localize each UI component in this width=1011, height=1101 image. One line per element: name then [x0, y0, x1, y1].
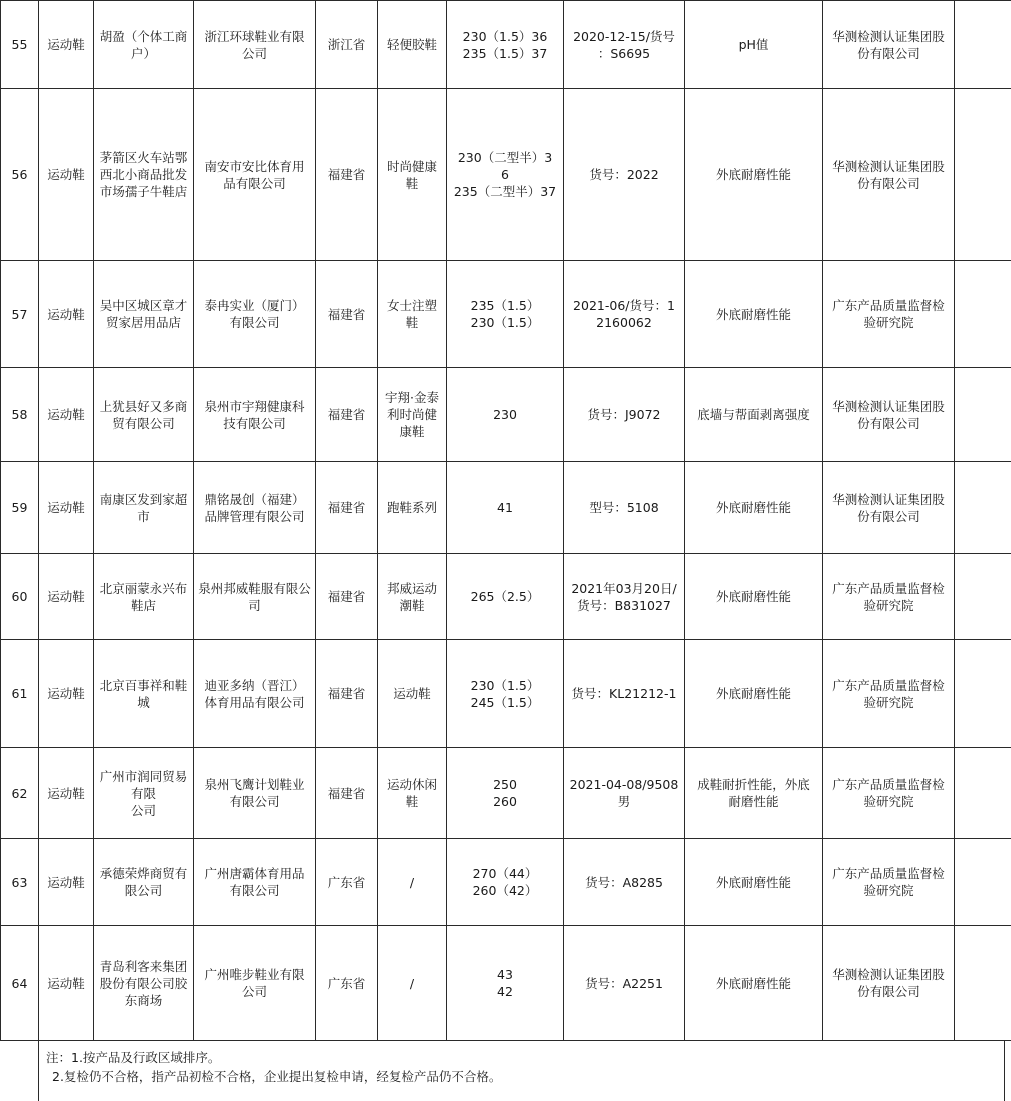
cell-item: 底墙与帮面剥离强度: [685, 368, 823, 462]
cell-maker: 泉州飞鹰计划鞋业 有限公司: [194, 748, 316, 839]
cell-spec: 230（1.5） 245（1.5）: [447, 640, 564, 748]
note-left-cell: [0, 1041, 39, 1101]
cell-category: 运动鞋: [39, 926, 94, 1041]
cell-product: /: [378, 839, 447, 926]
table-row: [1, 748, 1011, 839]
cell-item: 外底耐磨性能: [685, 554, 823, 640]
cell-product: 运动休闲 鞋: [378, 748, 447, 839]
cell-spec: 270（44） 260（42）: [447, 839, 564, 926]
cell-remark: [955, 1, 1011, 89]
cell-maker: 南安市安比体育用 品有限公司: [194, 89, 316, 261]
cell-item: 外底耐磨性能: [685, 89, 823, 261]
table-row: [1, 89, 1011, 261]
cell-seller: 北京百事祥和鞋 城: [94, 640, 194, 748]
cell-product: 时尚健康 鞋: [378, 89, 447, 261]
cell-category: 运动鞋: [39, 640, 94, 748]
cell-maker: 泉州邦威鞋服有限公司: [194, 554, 316, 640]
cell-remark: [955, 89, 1011, 261]
cell-batch: 2021-04-08/9508 男: [564, 748, 685, 839]
note-line-2: 2.复检仍不合格，指产品初检不合格，企业提出复检申请，经复检产品仍不合格。: [52, 1069, 502, 1084]
table-row: [1, 640, 1011, 748]
cell-maker: 迪亚多纳（晋江） 体育用品有限公司: [194, 640, 316, 748]
cell-batch: 型号：5108: [564, 462, 685, 554]
cell-remark: [955, 748, 1011, 839]
cell-remark: [955, 368, 1011, 462]
cell-province: 福建省: [316, 748, 378, 839]
cell-remark: [955, 554, 1011, 640]
cell-no: 62: [1, 748, 39, 839]
cell-agency: 广东产品质量监督检 验研究院: [823, 554, 955, 640]
cell-agency: 华测检测认证集团股 份有限公司: [823, 926, 955, 1041]
cell-seller: 承德荣烨商贸有 限公司: [94, 839, 194, 926]
cell-batch: 货号：J9072: [564, 368, 685, 462]
cell-agency: 华测检测认证集团股 份有限公司: [823, 462, 955, 554]
cell-seller: 青岛利客来集团 股份有限公司胶 东商场: [94, 926, 194, 1041]
cell-product: /: [378, 926, 447, 1041]
cell-product: 运动鞋: [378, 640, 447, 748]
cell-product: 轻便胶鞋: [378, 1, 447, 89]
table-row: [1, 554, 1011, 640]
cell-maker: 泰冉实业（厦门） 有限公司: [194, 261, 316, 368]
cell-item: 外底耐磨性能: [685, 926, 823, 1041]
cell-no: 58: [1, 368, 39, 462]
cell-province: 浙江省: [316, 1, 378, 89]
cell-spec: 230: [447, 368, 564, 462]
cell-province: 福建省: [316, 462, 378, 554]
cell-agency: 华测检测认证集团股 份有限公司: [823, 368, 955, 462]
cell-spec: 250 260: [447, 748, 564, 839]
cell-spec: 41: [447, 462, 564, 554]
cell-spec: 265（2.5）: [447, 554, 564, 640]
cell-batch: 2020-12-15/货号 ：S6695: [564, 1, 685, 89]
cell-province: 福建省: [316, 554, 378, 640]
cell-no: 55: [1, 1, 39, 89]
cell-spec: 43 42: [447, 926, 564, 1041]
table-row: [1, 261, 1011, 368]
cell-item: 外底耐磨性能: [685, 640, 823, 748]
cell-province: 广东省: [316, 926, 378, 1041]
cell-item: 外底耐磨性能: [685, 839, 823, 926]
cell-seller: 胡盈（个体工商 户）: [94, 1, 194, 89]
cell-maker: 广州唯步鞋业有限 公司: [194, 926, 316, 1041]
cell-no: 61: [1, 640, 39, 748]
cell-no: 63: [1, 839, 39, 926]
table-row: [1, 462, 1011, 554]
cell-remark: [955, 261, 1011, 368]
cell-seller: 广州市润同贸易 有限 公司: [94, 748, 194, 839]
table-row: [1, 839, 1011, 926]
cell-no: 57: [1, 261, 39, 368]
cell-maker: 广州唐霸体育用品 有限公司: [194, 839, 316, 926]
cell-batch: 2021-06/货号：1 2160062: [564, 261, 685, 368]
cell-maker: 泉州市宇翔健康科 技有限公司: [194, 368, 316, 462]
cell-spec: 230（二型半）3 6 235（二型半）37: [447, 89, 564, 261]
cell-product: 跑鞋系列: [378, 462, 447, 554]
table-row: [1, 926, 1011, 1041]
cell-category: 运动鞋: [39, 368, 94, 462]
cell-province: 福建省: [316, 261, 378, 368]
cell-province: 福建省: [316, 640, 378, 748]
cell-category: 运动鞋: [39, 261, 94, 368]
cell-batch: 货号：A2251: [564, 926, 685, 1041]
cell-batch: 2021年03月20日/ 货号：B831027: [564, 554, 685, 640]
cell-category: 运动鞋: [39, 1, 94, 89]
cell-remark: [955, 462, 1011, 554]
cell-item: 外底耐磨性能: [685, 261, 823, 368]
cell-remark: [955, 839, 1011, 926]
cell-agency: 广东产品质量监督检 验研究院: [823, 640, 955, 748]
cell-no: 60: [1, 554, 39, 640]
cell-seller: 上犹县好又多商 贸有限公司: [94, 368, 194, 462]
cell-batch: 货号：KL21212-1: [564, 640, 685, 748]
table-row: [1, 1, 1011, 89]
cell-seller: 南康区发到家超 市: [94, 462, 194, 554]
cell-product: 女士注塑 鞋: [378, 261, 447, 368]
cell-product: 邦威运动 潮鞋: [378, 554, 447, 640]
cell-agency: 广东产品质量监督检 验研究院: [823, 748, 955, 839]
cell-seller: 吴中区城区章才 贸家居用品店: [94, 261, 194, 368]
cell-category: 运动鞋: [39, 554, 94, 640]
cell-batch: 货号：A8285: [564, 839, 685, 926]
cell-province: 福建省: [316, 89, 378, 261]
cell-category: 运动鞋: [39, 839, 94, 926]
cell-category: 运动鞋: [39, 89, 94, 261]
cell-remark: [955, 926, 1011, 1041]
cell-remark: [955, 640, 1011, 748]
cell-province: 广东省: [316, 839, 378, 926]
cell-category: 运动鞋: [39, 748, 94, 839]
cell-no: 64: [1, 926, 39, 1041]
cell-category: 运动鞋: [39, 462, 94, 554]
table-row: [1, 368, 1011, 462]
cell-agency: 广东产品质量监督检 验研究院: [823, 839, 955, 926]
cell-province: 福建省: [316, 368, 378, 462]
cell-batch: 货号：2022: [564, 89, 685, 261]
note-line-1: 注：1.按产品及行政区域排序。: [46, 1050, 221, 1065]
cell-seller: 茅箭区火车站鄂 西北小商品批发 市场孺子牛鞋店: [94, 89, 194, 261]
cell-product: 宇翔·金泰 利时尚健 康鞋: [378, 368, 447, 462]
cell-no: 59: [1, 462, 39, 554]
cell-item: 外底耐磨性能: [685, 462, 823, 554]
cell-spec: 235（1.5） 230（1.5）: [447, 261, 564, 368]
cell-maker: 鼎铭晟创（福建） 品牌管理有限公司: [194, 462, 316, 554]
cell-item: pH值: [685, 1, 823, 89]
cell-maker: 浙江环球鞋业有限 公司: [194, 1, 316, 89]
cell-agency: 华测检测认证集团股 份有限公司: [823, 89, 955, 261]
cell-seller: 北京丽蒙永兴布 鞋店: [94, 554, 194, 640]
cell-agency: 广东产品质量监督检 验研究院: [823, 261, 955, 368]
cell-agency: 华测检测认证集团股 份有限公司: [823, 1, 955, 89]
cell-item: 成鞋耐折性能，外底 耐磨性能: [685, 748, 823, 839]
cell-no: 56: [1, 89, 39, 261]
cell-spec: 230（1.5）36 235（1.5）37: [447, 1, 564, 89]
